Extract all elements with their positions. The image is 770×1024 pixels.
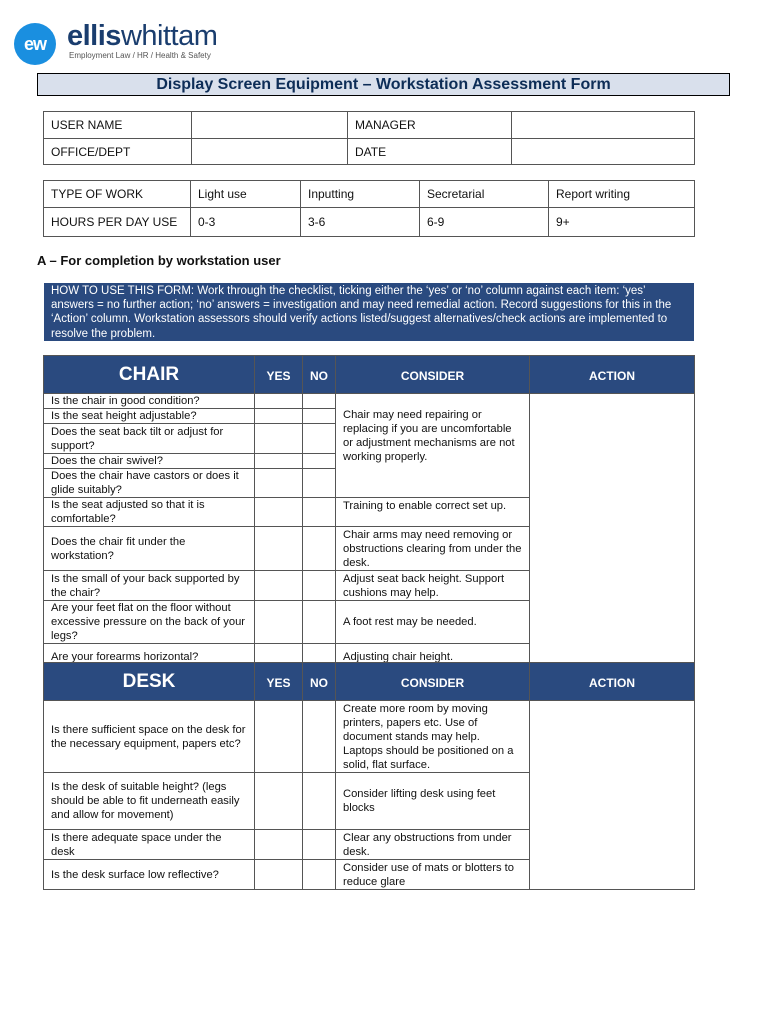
- no-checkbox[interactable]: [303, 701, 336, 773]
- no-checkbox[interactable]: [303, 409, 336, 424]
- type-option[interactable]: Inputting: [301, 181, 420, 208]
- no-checkbox[interactable]: [303, 830, 336, 860]
- yes-checkbox[interactable]: [255, 571, 303, 601]
- consider-text: Adjust seat back height. Support cushions may help.: [336, 571, 530, 601]
- hours-option[interactable]: 6-9: [420, 208, 549, 237]
- yes-checkbox[interactable]: [255, 601, 303, 644]
- manager-field[interactable]: [512, 112, 695, 139]
- logo-tagline: Employment Law / HR / Health & Safety: [69, 51, 211, 60]
- chair-question: Is the seat height adjustable?: [44, 409, 255, 424]
- desk-action-field[interactable]: [530, 701, 695, 890]
- yes-checkbox[interactable]: [255, 498, 303, 527]
- no-checkbox[interactable]: [303, 394, 336, 409]
- yes-column-header: YES: [255, 356, 303, 394]
- yes-checkbox[interactable]: [255, 469, 303, 498]
- yes-checkbox[interactable]: [255, 424, 303, 454]
- consider-text: Consider use of mats or blotters to reduce glare: [336, 860, 530, 890]
- action-column-header: ACTION: [530, 356, 695, 394]
- consider-column-header: CONSIDER: [336, 356, 530, 394]
- hours-option[interactable]: 0-3: [191, 208, 301, 237]
- hours-option[interactable]: 9+: [549, 208, 695, 237]
- chair-question: Does the chair swivel?: [44, 454, 255, 469]
- chair-question: Is the small of your back supported by the chair?: [44, 571, 255, 601]
- consider-text: Chair arms may need removing or obstructions clearing from under the desk.: [336, 527, 530, 571]
- type-option[interactable]: Light use: [191, 181, 301, 208]
- consider-column-header: CONSIDER: [336, 663, 530, 701]
- section-a-heading: A – For completion by workstation user: [37, 253, 281, 268]
- consider-text: Chair may need repairing or replacing if you are uncomfortable or adjustment mechanisms are not working properly.: [336, 394, 530, 498]
- chair-question: Are your feet flat on the floor without excessive pressure on the back of your legs?: [44, 601, 255, 644]
- user-name-label: USER NAME: [44, 112, 192, 139]
- type-option[interactable]: Report writing: [549, 181, 695, 208]
- yes-checkbox[interactable]: [255, 409, 303, 424]
- consider-text: A foot rest may be needed.: [336, 601, 530, 644]
- yes-checkbox[interactable]: [255, 830, 303, 860]
- office-field[interactable]: [192, 139, 348, 165]
- consider-text: Consider lifting desk using feet blocks: [336, 773, 530, 830]
- desk-heading: DESK: [44, 663, 255, 701]
- no-column-header: NO: [303, 356, 336, 394]
- desk-checklist: [43, 662, 695, 890]
- user-info-table: [43, 111, 695, 165]
- consider-text: Training to enable correct set up.: [336, 498, 530, 527]
- type-option[interactable]: Secretarial: [420, 181, 549, 208]
- chair-question: Does the chair fit under the workstation?: [44, 527, 255, 571]
- desk-question: Is there adequate space under the desk: [44, 830, 255, 860]
- desk-question: Is there sufficient space on the desk for the necessary equipment, papers etc?: [44, 701, 255, 773]
- no-checkbox[interactable]: [303, 469, 336, 498]
- yes-checkbox[interactable]: [255, 527, 303, 571]
- date-label: DATE: [348, 139, 512, 165]
- no-checkbox[interactable]: [303, 571, 336, 601]
- no-checkbox[interactable]: [303, 498, 336, 527]
- type-of-work-label: TYPE OF WORK: [44, 181, 191, 208]
- logo-mark: ew: [14, 23, 56, 65]
- no-column-header: NO: [303, 663, 336, 701]
- chair-question: Are your forearms horizontal?: [44, 644, 255, 670]
- manager-label: MANAGER: [348, 112, 512, 139]
- chair-heading: CHAIR: [44, 356, 255, 394]
- yes-checkbox[interactable]: [255, 860, 303, 890]
- instructions-box: HOW TO USE THIS FORM: Work through the checklist, ticking either the ‘yes’ or ‘no’ column against each item: ‘yes’ answers = no further action; ‘no’ answers = investigation and may need remedial action. Record suggestions for this in the ‘Action’ column. Workstation assessors should verify actions listed/suggest alternatives/check actions are implemented to resolve the problem.: [44, 283, 694, 341]
- yes-checkbox[interactable]: [255, 773, 303, 830]
- yes-column-header: YES: [255, 663, 303, 701]
- chair-action-field[interactable]: [530, 394, 695, 670]
- yes-checkbox[interactable]: [255, 701, 303, 773]
- hours-option[interactable]: 3-6: [301, 208, 420, 237]
- page-title: Display Screen Equipment – Workstation Assessment Form: [37, 73, 730, 96]
- consider-text: Create more room by moving printers, papers etc. Use of document stands may help. Laptops should be positioned on a solid, flat surface.: [336, 701, 530, 773]
- chair-checklist: [43, 355, 695, 670]
- work-type-table: [43, 180, 695, 237]
- no-checkbox[interactable]: [303, 860, 336, 890]
- no-checkbox[interactable]: [303, 601, 336, 644]
- consider-text: Clear any obstructions from under desk.: [336, 830, 530, 860]
- no-checkbox[interactable]: [303, 527, 336, 571]
- office-label: OFFICE/DEPT: [44, 139, 192, 165]
- desk-question: Is the desk surface low reflective?: [44, 860, 255, 890]
- chair-question: Is the chair in good condition?: [44, 394, 255, 409]
- chair-question: Does the seat back tilt or adjust for support?: [44, 424, 255, 454]
- yes-checkbox[interactable]: [255, 394, 303, 409]
- hours-label: HOURS PER DAY USE: [44, 208, 191, 237]
- desk-question: Is the desk of suitable height? (legs should be able to fit underneath easily and allow for movement): [44, 773, 255, 830]
- no-checkbox[interactable]: [303, 424, 336, 454]
- no-checkbox[interactable]: [303, 773, 336, 830]
- logo-wordmark: elliswhittam: [67, 20, 218, 52]
- chair-question: Is the seat adjusted so that it is comfortable?: [44, 498, 255, 527]
- user-name-field[interactable]: [192, 112, 348, 139]
- action-column-header: ACTION: [530, 663, 695, 701]
- no-checkbox[interactable]: [303, 454, 336, 469]
- consider-text: Adjusting chair height.: [336, 644, 530, 670]
- yes-checkbox[interactable]: [255, 454, 303, 469]
- chair-question: Does the chair have castors or does it glide suitably?: [44, 469, 255, 498]
- date-field[interactable]: [512, 139, 695, 165]
